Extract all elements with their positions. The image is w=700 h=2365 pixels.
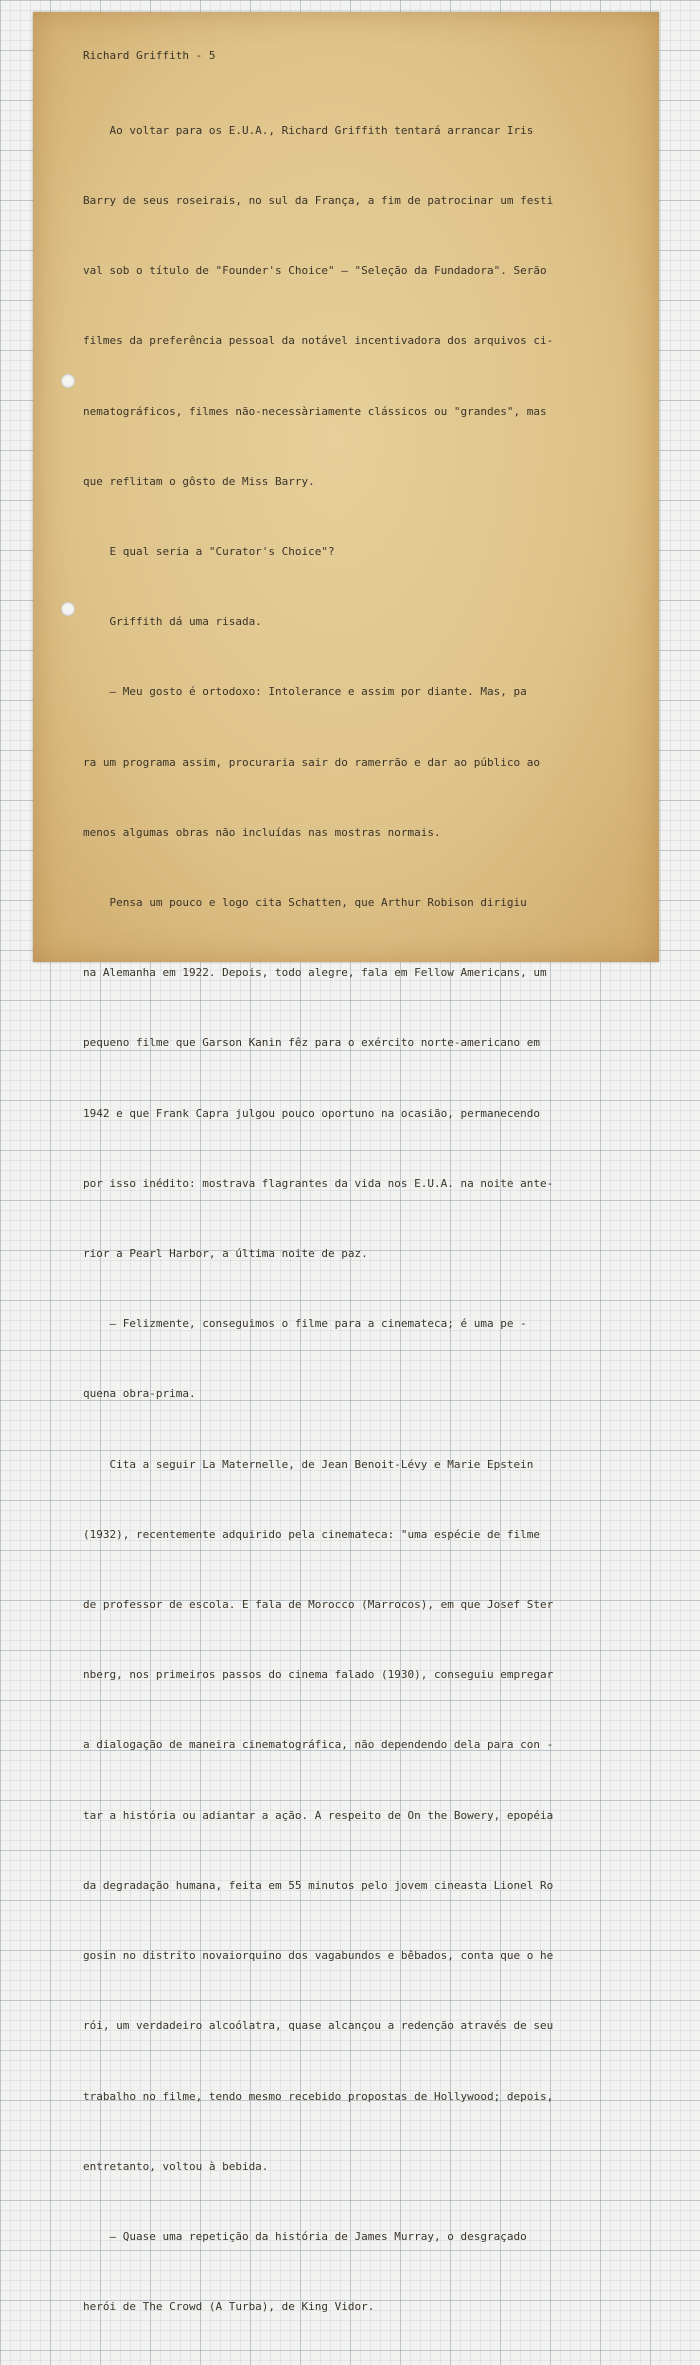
text-line: por isso inédito: mostrava flagrantes da vida nos E.U.A. na noite ante- (83, 1176, 554, 1190)
page-header: Richard Griffith - 5 (83, 49, 216, 62)
text-line: nematográficos, filmes não-necessàriamente clássicos ou "grandes", mas (83, 404, 547, 418)
text-line: val sob o título de "Founder's Choice" — "Seleção da Fundadora". Serão (83, 264, 547, 278)
text-line: Cita a seguir La Maternelle, de Jean Benoit-Lévy e Marie Epstein (83, 1457, 534, 1471)
text-line: quena obra-prima. (83, 1387, 196, 1401)
text-line: herói de The Crowd (A Turba), de King Vidor. (83, 2300, 375, 2314)
text-line: entretanto, voltou à bebida. (83, 2159, 269, 2173)
text-line: Pensa um pouco e logo cita Schatten, que Arthur Robison dirigiu (83, 896, 527, 910)
body-text (83, 72, 635, 2365)
typewritten-page (33, 12, 659, 2314)
text-line: — Quase uma repetição da história de James Murray, o desgraçado (83, 2229, 527, 2243)
text-line: de professor de escola. E fala de Morocco (Marrocos), em que Josef Ster (83, 1598, 554, 1612)
text-line: rói, um verdadeiro alcoólatra, quase alcançou a redenção através de seu (83, 2019, 554, 2033)
text-line: menos algumas obras não incluídas nas mostras normais. (83, 825, 441, 839)
text-line: Ao voltar para os E.U.A., Richard Griffith tentará arrancar Iris (83, 123, 534, 137)
text-line: tar a história ou adiantar a ação. A respeito de On the Bowery, epopéia (83, 1808, 554, 1822)
text-line: E qual seria a "Curator's Choice"? (83, 545, 335, 559)
punch-hole (61, 374, 75, 388)
text-line: (1932), recentemente adquirido pela cinemateca: "uma espécie de filme (83, 1527, 540, 1541)
text-line: ra um programa assim, procuraria sair do ramerrão e dar ao público ao (83, 755, 540, 769)
text-line: a dialogação de maneira cinematográfica, não dependendo dela para con - (83, 1738, 554, 1752)
text-line: na Alemanha em 1922. Depois, todo alegre, fala em Fellow Americans, um (83, 966, 547, 980)
text-line: — Felizmente, conseguimos o filme para a cinemateca; é uma pe - (83, 1317, 527, 1331)
text-line: — Meu gosto é ortodoxo: Intolerance e assim por diante. Mas, pa (83, 685, 527, 699)
text-line: gosin no distrito novaiorquino dos vagabundos e bêbados, conta que o he (83, 1949, 554, 1963)
text-line: filmes da preferência pessoal da notável incentivadora dos arquivos ci- (83, 334, 554, 348)
text-line: Griffith dá uma risada. (83, 615, 262, 629)
text-line: 1942 e que Frank Capra julgou pouco oportuno na ocasião, permanecendo (83, 1106, 540, 1120)
text-line: pequeno filme que Garson Kanin fêz para o exército norte-americano em (83, 1036, 540, 1050)
text-line: que reflitam o gôsto de Miss Barry. (83, 474, 315, 488)
text-line: Barry de seus roseirais, no sul da França, a fim de patrocinar um festi (83, 194, 554, 208)
text-line: trabalho no filme, tendo mesmo recebido propostas de Hollywood; depois, (83, 2089, 554, 2103)
text-line: rior a Pearl Harbor, a última noite de paz. (83, 1247, 368, 1261)
punch-hole (61, 602, 75, 616)
text-line: da degradação humana, feita em 55 minutos pelo jovem cineasta Lionel Ro (83, 1878, 554, 1892)
text-line: nberg, nos primeiros passos do cinema falado (1930), conseguiu empregar (83, 1668, 554, 1682)
